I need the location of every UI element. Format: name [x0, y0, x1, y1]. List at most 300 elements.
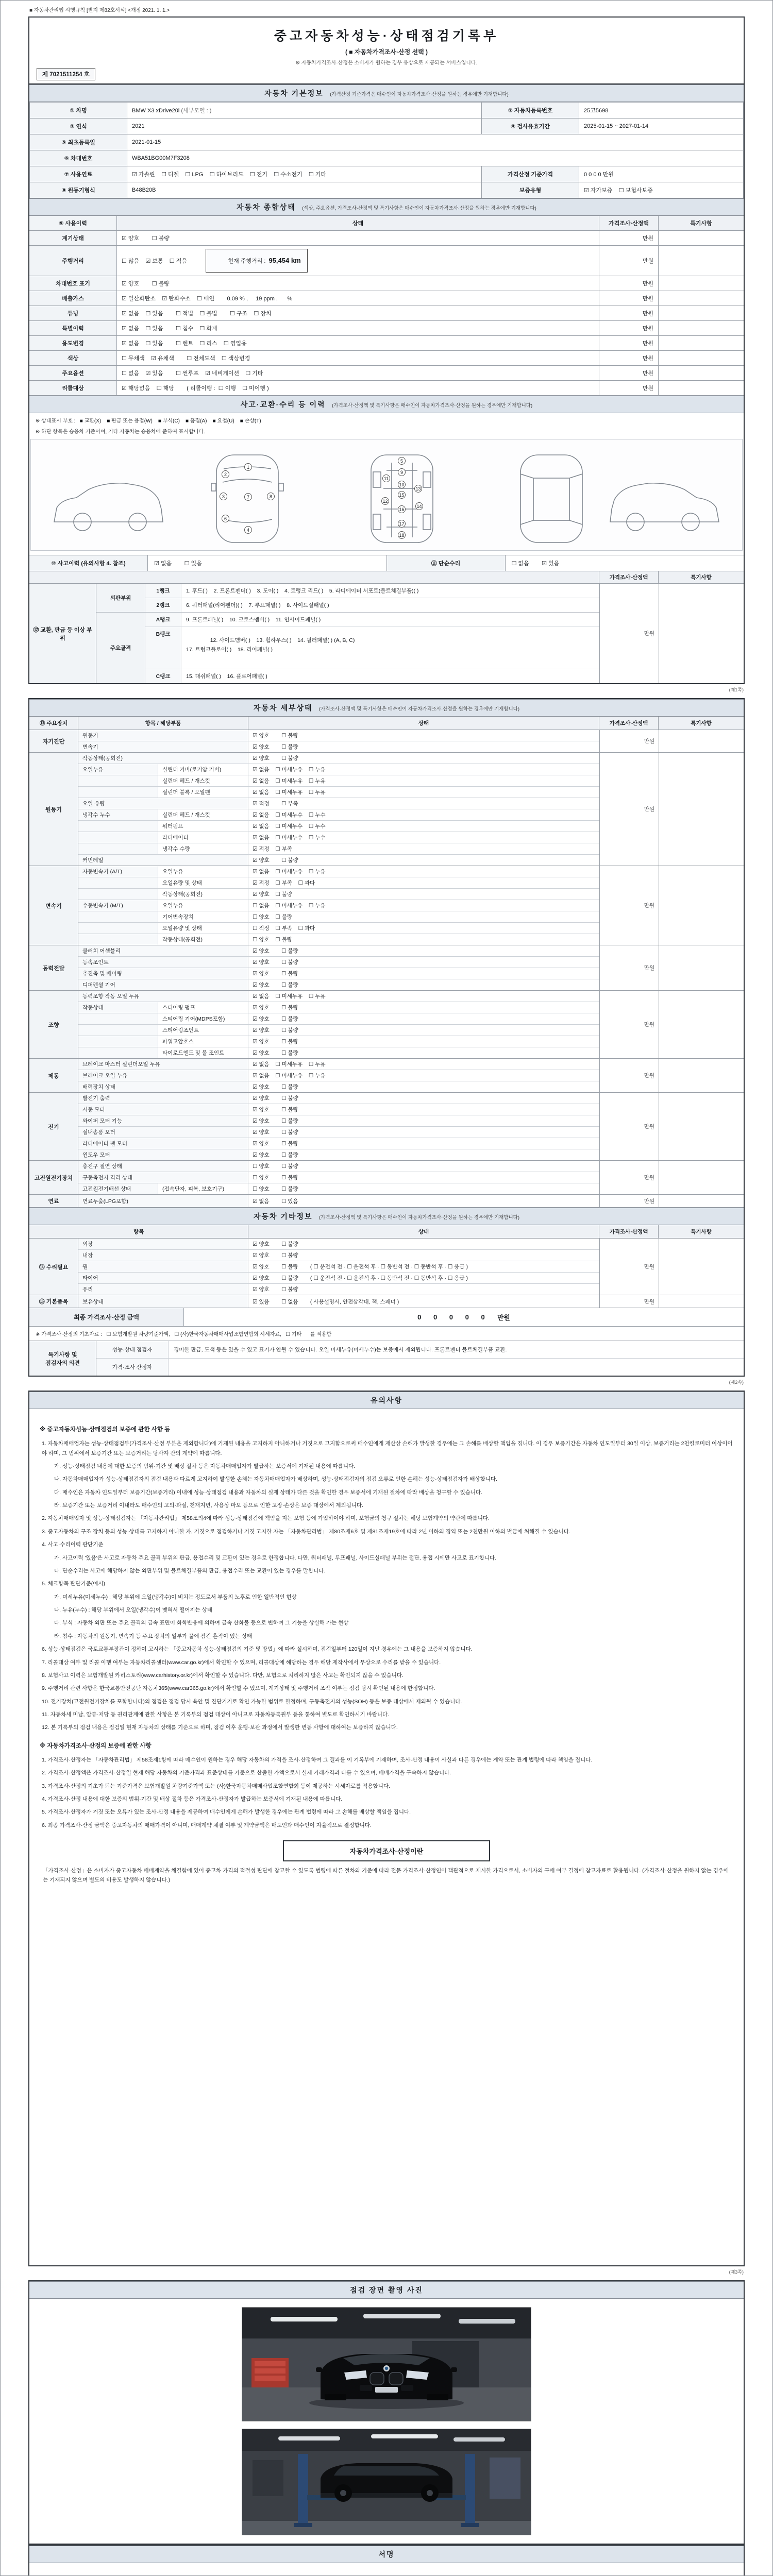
vin-label: ⑥ 차대번호: [30, 150, 127, 166]
remarks-column: 특기사항: [691, 574, 712, 581]
detail-item-label: [78, 1036, 158, 1047]
detail-row: [78, 843, 599, 855]
detail-subitem-label: 파워고압호스: [158, 1036, 248, 1047]
year-label: ③ 연식: [30, 118, 127, 134]
detail-item-label: 클러치 어셈블리: [78, 945, 248, 956]
group-rows: [78, 1161, 599, 1194]
detail-item-label: 연료누출(LPG포함): [78, 1195, 248, 1207]
notice-paragraph: 다. 부식 : 자동차 외판 또는 주요 골격의 금속 표면이 화학반응에 의하여 금속 산화물 등으로 변하여 그 기능을 상실해 가는 현상: [54, 1620, 349, 1626]
vehicle-diagram: [30, 439, 743, 551]
detail-state-checkboxes[interactable]: ☑ 양호 ☐ 불량: [253, 948, 298, 954]
current-mileage-box: 현재 주행거리 : 95,454 km: [206, 249, 308, 273]
remarks-column: 특기사항: [691, 1229, 712, 1235]
etc-item-label: 휠: [78, 1261, 248, 1272]
detail-state-checkboxes[interactable]: ☐ 양호 ☐ 불량: [253, 1186, 298, 1192]
detail-row: [78, 1172, 599, 1183]
detail-column-headers: [29, 717, 744, 730]
detail-item-label: 윈도우 모터: [78, 1149, 248, 1160]
notice-paragraph: 3. 중고자동차의 구조·장치 등의 성능·상태를 고지하지 아니한 자, 거짓으로 점검하거나 거짓 고지한 자는 「자동차관리법」 제80조제6호 및 제81조제19호에 따라 2년 이하의 징역 또는 2천만원 이하의 벌금에 처해질 수 있습니다.: [42, 1528, 570, 1535]
usage-item-label: 리콜대상: [29, 381, 117, 395]
note-cell[interactable]: [659, 321, 744, 335]
notice-paragraph: 가. 사고이력 '있음'은 사고로 자동차 주요 골격 부위의 판금, 용접수리 및 교환이 있는 경우로 한정합니다. 다만, 쿼터패널, 루프패널, 사이드실패널 부위는 절단, 용접 시에만 사고로 표기합니다.: [54, 1554, 497, 1561]
note-cell[interactable]: [659, 336, 744, 350]
etc-item-label: 내장: [78, 1250, 248, 1261]
fuel-label: ⑦ 사용연료: [30, 166, 127, 182]
state-column: 상태: [248, 1225, 599, 1238]
note-cell[interactable]: [659, 276, 744, 291]
base-price-value[interactable]: 0 0 0 0 만원: [579, 166, 744, 182]
usage-state-checkboxes[interactable]: ☑ 양호 ☐ 불량: [117, 276, 599, 291]
detail-state-checkboxes[interactable]: ☑ 양호 ☐ 불량: [253, 1039, 298, 1045]
accident-header: [29, 396, 744, 413]
amount-cell[interactable]: 만원: [599, 1161, 659, 1194]
group-label: 변속기: [29, 866, 78, 945]
rank2-parts[interactable]: 6. 쿼터패널(리어펜더)( ) 7. 루프패널( ) 8. 사이드실패널( ): [186, 602, 329, 608]
inspection-photo-front-view: [242, 2307, 531, 2421]
usage-state-checkboxes[interactable]: ☑ 일산화탄소 ☑ 탄화수소 ☐ 매연 0.09 % , 19 ppm , %: [117, 291, 599, 306]
detail-item-label: [78, 923, 158, 934]
detail-row: [78, 787, 599, 798]
note-cell[interactable]: [659, 1295, 744, 1308]
detail-state-checkboxes[interactable]: ☑ 없음 ☐ 미세누유 ☐ 누유: [253, 993, 326, 999]
etc-row: [78, 1273, 599, 1284]
mileage-state[interactable]: [117, 246, 599, 276]
detail-subitem-label: 실린더 커버(로커암 커버): [158, 764, 248, 775]
detail-item-label: 자동변속기 (A/T): [78, 866, 158, 877]
rankC-row: [145, 669, 599, 683]
notice-paragraph: 2. 가격조사·산정액은 가격조사·산정일 현재 해당 자동차의 기준가격과 표준상태를 기준으로 산출한 가액으로서 실제 거래가격과 다를 수 있으며, 매매가격을 구속하지 않습니다.: [42, 1770, 451, 1776]
group-label: 동력전달: [29, 945, 78, 990]
detail-state-checkboxes[interactable]: ☐ 양호 ☐ 불량: [253, 1175, 298, 1181]
detail-item-label: 브레이크 오일 누유: [78, 1070, 248, 1081]
detail-state-checkboxes[interactable]: ☐ 적정 ☐ 부족 ☐ 과다: [253, 925, 315, 931]
detail-item-label: 와이퍼 모터 기능: [78, 1115, 248, 1126]
detail-state-checkboxes[interactable]: ☑ 양호 ☐ 불량: [253, 971, 298, 977]
diagram-part-number: 14: [415, 502, 423, 510]
detail-row: [78, 923, 599, 934]
final-price-value[interactable]: 0 0 0 0 0 만원: [417, 1313, 510, 1321]
detail-item-label: 작동상태: [78, 1002, 158, 1013]
group-rows: [78, 866, 599, 945]
amount-cell[interactable]: 만원: [599, 246, 659, 276]
detail-row: [78, 991, 599, 1002]
detail-item-label: 배력장치 상태: [78, 1081, 248, 1092]
usage-state-checkboxes[interactable]: ☐ 무채색 ☑ 유채색 ☐ 전체도색 ☐ 색상변경: [117, 351, 599, 365]
amount-cell[interactable]: 만원: [599, 381, 659, 395]
simple-repair-checkboxes[interactable]: ☐ 없음 ☑ 있음: [511, 561, 560, 567]
form-reference: ■ 자동차관리법 시행규칙 [별지 제82호서식] <개정 2021. 1. 1.>: [29, 8, 170, 13]
detail-state-checkboxes[interactable]: ☐ 양호 ☐ 불량: [253, 937, 292, 943]
detail-header: [29, 699, 744, 717]
rankA-parts[interactable]: 9. 프론트패널( ) 10. 크로스멤버( ) 11. 인사이드패널( ): [186, 617, 321, 623]
detail-state-checkboxes[interactable]: ☑ 양호 ☐ 불량: [253, 755, 298, 761]
detail-item-label: 커먼레일: [78, 855, 248, 866]
state-column: 상태: [117, 216, 599, 230]
note-cell[interactable]: [659, 1161, 744, 1194]
detail-row: [78, 730, 599, 741]
amount-cell[interactable]: 만원: [599, 351, 659, 365]
notice-paragraph: 가. 성능·상태점검 내용에 대한 보증의 범위·기간 및 배상 절차 등은 자동차매매업자가 발급하는 보증서에 기재된 내용에 따릅니다.: [54, 1463, 356, 1469]
detail-state-checkboxes[interactable]: ☑ 적정 ☐ 부족: [253, 801, 298, 807]
detail-row: [78, 832, 599, 843]
detail-state-checkboxes[interactable]: ☑ 없음 ☐ 미세누유 ☐ 누유: [253, 1061, 326, 1067]
detail-item-label: 오일누유: [78, 764, 158, 775]
usage-state-checkboxes[interactable]: ☑ 없음 ☐ 있음 ☐ 적법 ☐ 불법 ☐ 구조 ☐ 장치: [117, 306, 599, 320]
exchanged-parts-label: ⑫ 교환, 판금 등 이상 부위: [29, 584, 96, 683]
detail-item-label: [78, 1013, 158, 1024]
detail-state-checkboxes[interactable]: ☑ 없음 ☐ 미세누유 ☐ 누유: [253, 778, 326, 784]
detail-item-label: 등속조인트: [78, 957, 248, 968]
detail-row: [78, 855, 599, 866]
detail-state-checkboxes[interactable]: ☑ 양호 ☐ 불량: [253, 1016, 298, 1022]
final-price-label: 최종 가격조사·산정 금액: [29, 1308, 184, 1326]
detail-subitem-label: (접속단자, 피복, 보호기구): [158, 1183, 248, 1194]
detail-state-checkboxes[interactable]: ☑ 적정 ☐ 부족: [253, 846, 292, 852]
detail-state-checkboxes[interactable]: ☑ 양호 ☐ 불량: [253, 1095, 298, 1101]
usage-state-checkboxes[interactable]: ☑ 없음 ☐ 있음 ☐ 렌트 ☐ 리스 ☐ 영업용: [117, 336, 599, 350]
detail-state-checkboxes[interactable]: ☑ 양호 ☐ 불량: [253, 733, 298, 739]
detail-item-label: 원동기: [78, 730, 248, 741]
detail-row: [78, 911, 599, 923]
note-cell[interactable]: [659, 246, 744, 276]
note-cell[interactable]: [659, 366, 744, 380]
vehicle-outline-drawing: [31, 439, 742, 550]
amount-cell[interactable]: 만원: [599, 1195, 659, 1207]
note-cell[interactable]: [659, 1059, 744, 1092]
detail-item-label: 수동변속기 (M/T): [78, 900, 158, 911]
usage-history-rows: [29, 231, 744, 246]
detail-row: [78, 900, 599, 911]
note-cell[interactable]: [659, 1093, 744, 1160]
signature-section: [28, 2545, 745, 2576]
detail-state-checkboxes[interactable]: ☑ 없음 ☐ 미세누수 ☐ 누수: [253, 812, 326, 818]
detail-row: [78, 1081, 599, 1092]
amount-cell[interactable]: 만원: [599, 336, 659, 350]
note-cell[interactable]: [659, 584, 744, 683]
detail-row: [78, 1002, 599, 1013]
detail-state-checkboxes[interactable]: ☑ 양호 ☐ 불량: [253, 959, 298, 965]
table-row: [30, 182, 744, 198]
amount-cell[interactable]: 만원: [599, 291, 659, 306]
amount-cell[interactable]: 만원: [599, 991, 659, 1058]
car-name-label: ① 차명: [30, 103, 127, 118]
notice-paragraph: 4. 가격조사·산정 내용에 대한 보증의 범위·기간 및 배상 절차 등은 가격조사·산정자가 발급하는 보증서에 기재된 내용에 따릅니다.: [42, 1796, 343, 1802]
usage-state-checkboxes[interactable]: ☑ 없음 ☐ 있음 ☐ 침수 ☐ 화재: [117, 321, 599, 335]
state-column: 상태: [248, 717, 599, 730]
note-cell[interactable]: [659, 306, 744, 320]
amount-cell[interactable]: 만원: [599, 276, 659, 291]
notice-paragraph: 8. 보험사고 이력은 보험개발원 카히스토리(www.carhistory.or.kr)에서 확인할 수 있습니다. 다만, 보험으로 처리하지 않은 사고는 확인되지 않을 수 있습니다.: [42, 1672, 404, 1679]
notice-paragraph: 6. 최종 가격조사·산정 금액은 중고자동차의 매매가격이 아니며, 매매계약 체결 여부 및 계약금액은 매도인과 매수인이 자율적으로 결정합니다.: [42, 1822, 372, 1828]
usage-item-label: 차대번호 표기: [29, 276, 117, 291]
diagram-part-number: 6: [222, 515, 229, 522]
detail-item-label: 작동상태(공회전): [78, 753, 248, 764]
detail-state-checkboxes[interactable]: ☑ 양호 ☐ 불량: [253, 744, 298, 750]
detail-row: [78, 968, 599, 979]
note-cell[interactable]: [659, 291, 744, 306]
detail-item-label: 디퍼렌셜 기어: [78, 979, 248, 990]
detail-state-checkboxes[interactable]: ☐ 없음 ☐ 미세누유 ☐ 누유: [253, 903, 326, 909]
rankB-parts[interactable]: 12. 사이드멤버( ) 13. 휠하우스( ) 14. 필러패널( ) (A, B, C) 17. 트렁크플로어( ) 18. 리어패널( ): [186, 637, 355, 653]
detail-group-high-voltage: [29, 1161, 744, 1195]
detail-state-checkboxes[interactable]: ☑ 양호 ☐ 불량: [253, 1027, 298, 1033]
detail-state-checkboxes[interactable]: ☑ 없음 ☐ 미세누유 ☐ 누유: [253, 767, 326, 773]
detail-item-label: [78, 787, 158, 798]
detail-item-label: [78, 1025, 158, 1036]
detail-row: [78, 775, 599, 787]
amount-cell[interactable]: 만원: [599, 753, 659, 866]
note-cell[interactable]: [659, 1239, 744, 1295]
detail-item-label: [78, 889, 158, 900]
notice-paragraph: 라. 침수 : 자동차의 원동기, 변속기 등 주요 장치의 일부가 물에 잠긴 흔적이 있는 상태: [54, 1633, 253, 1639]
detail-row: [78, 1115, 599, 1127]
first-reg-label: ⑤ 최초등록일: [30, 134, 127, 150]
rank2-row: [145, 598, 599, 612]
car-name-value: BMW X3 xDrive20i (세부모델 : ): [127, 103, 482, 118]
detail-state-checkboxes[interactable]: ☑ 양호 ☐ 불량: [253, 982, 298, 988]
usage-state-checkboxes[interactable]: ☐ 없음 ☑ 있음 ☐ 썬루프 ☑ 네비게이션 ☐ 기타: [117, 366, 599, 380]
amount-cell[interactable]: 만원: [599, 321, 659, 335]
etc-state-checkboxes[interactable]: ☑ 양호 ☐ 불량: [253, 1252, 298, 1259]
detail-state-checkboxes[interactable]: ☑ 양호 ☐ 불량: [253, 1118, 298, 1124]
rankA-row: [145, 613, 599, 627]
detail-state-checkboxes[interactable]: ☑ 양호 ☐ 불량: [253, 1129, 298, 1136]
engine-label: ⑧ 원동기형식: [30, 182, 127, 198]
detail-row: [78, 753, 599, 764]
amount-cell[interactable]: 만원: [599, 866, 659, 945]
group-label: ⑭ 수리필요: [29, 1239, 78, 1295]
detail-row: [78, 1025, 599, 1036]
accident-history-checkboxes[interactable]: ☑ 없음 ☐ 있음: [148, 555, 387, 571]
amount-cell[interactable]: 만원: [599, 1093, 659, 1160]
warranty-label: 보증유형: [482, 182, 579, 198]
amount-column: 가격조사·산정액: [599, 216, 659, 230]
notice-paragraph: ※ 중고자동차성능·상태점검의 보증에 관한 사항 등: [40, 1427, 171, 1433]
note-cell[interactable]: [659, 1195, 744, 1207]
etc-group-basic-items: [29, 1295, 744, 1308]
rankA-label: A랭크: [145, 613, 181, 626]
detail-state-checkboxes[interactable]: ☑ 없음 ☐ 미세누유 ☐ 누유: [253, 1073, 326, 1079]
detail-subitem-label: 오일유량 및 상태: [158, 877, 248, 888]
detail-state-checkboxes[interactable]: ☑ 양호 ☐ 불량: [253, 891, 292, 897]
document-title: 중고자동차성능·상태점검기록부: [274, 29, 499, 43]
group-rows: [78, 1059, 599, 1092]
note-cell[interactable]: [659, 945, 744, 990]
state-symbol-legend: ※ 상태표시 부호 : ■ 교환(X) ■ 판금 또는 용접(W) ■ 부식(C) ■ 흠집(A) ■ 요철(U) ■ 손상(T): [36, 418, 261, 424]
rank1-parts[interactable]: 1. 후드( ) 2. 프론트펜더( ) 3. 도어( ) 4. 트렁크 리드( ) 5. 라디에이터 서포트(볼트체결부품)( ): [186, 588, 419, 594]
notice-paragraph: 가. 미세누유(미세누수) : 해당 부위에 오일(냉각수)이 비치는 정도로서 부품의 노후로 인한 일반적인 현상: [54, 1594, 297, 1600]
overall-column-headers: [29, 216, 744, 231]
note-cell[interactable]: [659, 866, 744, 945]
detail-state-checkboxes[interactable]: ☑ 양호 ☐ 불량: [253, 1084, 298, 1090]
photos-title: 점검 장면 촬영 사진: [350, 2286, 423, 2294]
detail-item-label: 충전구 절연 상태: [78, 1161, 248, 1172]
detail-row: [78, 809, 599, 821]
detail-item-label: [78, 1047, 158, 1058]
etc-state-checkboxes[interactable]: ☑ 양호 ☐ 불량: [253, 1286, 298, 1293]
detail-state-checkboxes[interactable]: ☑ 없음 ☐ 미세누수 ☐ 누수: [253, 823, 326, 829]
basic-info-header: [29, 84, 744, 102]
appraiser-opinion-text[interactable]: [169, 1359, 744, 1376]
amount-cell[interactable]: 만원: [599, 231, 659, 245]
detail-state-checkboxes[interactable]: ☑ 없음 ☐ 미세누유 ☐ 누유: [253, 869, 326, 875]
etc-note: (가격조사·산정액 및 특기사항은 매수인이 자동차가격조사·산정을 원하는 경우에만 기재합니다): [318, 1215, 520, 1221]
detail-item-label: 추진축 및 베어링: [78, 968, 248, 979]
usage-history-row: [29, 381, 744, 396]
notice-items: [40, 1425, 733, 1830]
usage-state-checkboxes[interactable]: ☑ 해당없음 ☐ 해당 ( 리콜이행 : ☐ 이행 ☐ 미이행 ): [117, 381, 599, 395]
etc-row: [78, 1250, 599, 1261]
etc-row: [78, 1239, 599, 1250]
note-cell[interactable]: [659, 730, 744, 752]
fuel-checkboxes[interactable]: ☑ 가솔린 ☐ 디젤 ☐ LPG ☐ 하이브리드 ☐ 전기 ☐ 수소전기 ☐ 기타: [127, 166, 482, 182]
usage-item-label: 배출가스: [29, 291, 117, 306]
detail-state-checkboxes[interactable]: ☑ 양호 ☐ 불량: [253, 1050, 298, 1056]
inspector-opinion-text[interactable]: 경미한 판금, 도색 등은 있을 수 있고 표기가 안될 수 있습니다. 오일 미세누유(미세누수)는 보증에서 제외됩니다. 프론트펜더 볼트체결부품 교환.: [174, 1347, 507, 1353]
note-cell[interactable]: [659, 231, 744, 245]
detail-state-checkboxes[interactable]: ☑ 양호 ☐ 불량: [253, 1005, 298, 1011]
inspection-photo-on-lift: [242, 2429, 531, 2535]
amount-column: 가격조사·산정액: [599, 1225, 659, 1238]
base-price-label: 가격산정 기준가격: [482, 166, 579, 182]
note-cell[interactable]: [659, 351, 744, 365]
group-label: 자기진단: [29, 730, 78, 752]
usage-history-row: [29, 336, 744, 351]
diagram-part-number: 12: [381, 497, 389, 505]
group-rows: [78, 1093, 599, 1160]
detail-item-label: [78, 911, 158, 922]
detail-row: [78, 798, 599, 809]
detail-state-checkboxes[interactable]: ☐ 양호 ☐ 불량: [253, 1163, 298, 1170]
amount-cell[interactable]: 만원: [599, 366, 659, 380]
usage-history-row: [29, 366, 744, 381]
detail-state-checkboxes[interactable]: ☑ 없음 ☐ 있음: [253, 1198, 298, 1205]
rankC-parts[interactable]: 15. 대쉬패널( ) 16. 플로어패널( ): [186, 673, 267, 680]
rank1-label: 1랭크: [145, 584, 181, 598]
notice-paragraph: 라. 보증기간 또는 보증거리 이내라도 매수인의 고의·과실, 천재지변, 사용상 마모 등으로 인한 고장·손상은 보증 대상에서 제외됩니다.: [54, 1502, 363, 1509]
usage-state-checkboxes[interactable]: ☑ 양호 ☐ 불량: [117, 231, 599, 245]
amount-cell[interactable]: 만원: [599, 1059, 659, 1092]
usage-history-rows: [29, 276, 744, 396]
detail-subitem-label: 워터펌프: [158, 821, 248, 832]
detail-row: [78, 934, 599, 945]
etc-column-headers: [29, 1225, 744, 1239]
detail-item-label: [78, 821, 158, 832]
detail-section: [28, 698, 745, 1377]
detail-subitem-label: 타이로드엔드 및 볼 조인트: [158, 1047, 248, 1058]
page-mark: (제3쪽): [729, 2269, 744, 2275]
etc-state-checkboxes[interactable]: ☑ 양호 ☐ 불량 ( ☐ 운전석 전 · ☐ 운전석 후 · ☐ 동반석 전 · ☐ 동반석 후 · ☐ 응급 ): [253, 1275, 468, 1281]
main-form-section: [28, 16, 745, 684]
warranty-checkboxes[interactable]: ☑ 자가보증 ☐ 보험사보증: [579, 182, 744, 198]
notice-paragraph: 1. 자동차매매업자는 성능·상태점검부(가격조사·산정 부분은 제외합니다)에 기재된 내용을 고지하지 아니하거나 거짓으로 고지함으로써 매수인에게 재산상 손해가 발생한 경우에는 그 손해를 배상할 책임을 집니다. 이 경우 보증기간은 자동차 인도일부터 30일 이상, 보증거리는 2천킬로미터 이상이어야 하며, 그 범위에서 보증기간 또는 보증거리는 당사자 간의 계약에 따릅니다.: [42, 1440, 733, 1456]
detail-item-label: 냉각수 누수: [78, 809, 158, 820]
note-cell[interactable]: [659, 753, 744, 866]
note-cell[interactable]: [659, 381, 744, 395]
diagram-part-number: 9: [398, 468, 406, 476]
detail-row: [78, 1070, 599, 1081]
detail-subitem-label: 스티어링 펌프: [158, 1002, 248, 1013]
basic-info-note: (가격산정 기준가격은 매수인이 자동차가격조사·산정을 원하는 경우에만 기재합니다): [330, 92, 509, 97]
table-row: [30, 150, 744, 166]
detail-state-checkboxes[interactable]: ☐ 양호 ☐ 불량: [253, 914, 292, 920]
year-value: 2021: [127, 118, 482, 134]
detail-row: [78, 889, 599, 900]
price-appraisal-definition-text: 「가격조사·산정」은 소비자가 중고자동차 매매계약을 체결함에 있어 중고차 가격의 적절성 판단에 참고할 수 있도록 법령에 따른 절차와 기준에 따라 전문 가격조사·산정인이 객관적으로 제시한 가격으로서, 소비자의 구매 여부 결정에 참고자료로 활용됩니다. (가격조사·산정을 원하지 않는 경우에는 기재되지 않으며 별도의 비용도 발생하지 않습니다.): [43, 1868, 729, 1883]
first-reg-value: 2021-01-15: [127, 134, 744, 150]
main-frame-label: 주요골격: [96, 613, 145, 683]
detail-state-checkboxes[interactable]: ☑ 양호 ☐ 불량: [253, 1141, 298, 1147]
detail-row: [78, 1036, 599, 1047]
mileage-checkboxes[interactable]: ☐ 많음 ☑ 보통 ☐ 적음: [122, 258, 187, 264]
detail-item-label: 구동축전지 격리 상태: [78, 1172, 248, 1183]
detail-row: [78, 1183, 599, 1194]
amount-cell[interactable]: 만원: [599, 730, 659, 752]
diagram-part-number: 10: [398, 481, 406, 488]
notice-paragraph: 1. 가격조사·산정자는 「자동차관리법」 제58조제1항에 따라 매수인이 원하는 경우 해당 자동차의 가격을 조사·산정하여 그 결과를 이 기록부에 기재하며, 조사·산정 내용이 사실과 다른 경우에는 계약 또는 관계 법령에 따라 책임을 집니다.: [42, 1756, 593, 1763]
detail-item-label: 발전기 출력: [78, 1093, 248, 1104]
etc-state-checkboxes[interactable]: ☑ 양호 ☐ 불량: [253, 1241, 298, 1247]
notice-paragraph: 나. 단순수리는 사고에 해당하지 않는 외판부위 및 볼트체결부품의 판금, 용접수리 또는 교환이 있는 경우를 말합니다.: [54, 1567, 326, 1574]
detail-state-checkboxes[interactable]: ☑ 없음 ☐ 미세누수 ☐ 누수: [253, 835, 326, 841]
etc-item-label: 보유상태: [78, 1295, 248, 1308]
signature-header: [29, 2546, 744, 2563]
etc-state-checkboxes[interactable]: ☑ 양호 ☐ 불량 ( ☐ 운전석 전 · ☐ 운전석 후 · ☐ 동반석 전 · ☐ 동반석 후 · ☐ 응급 ): [253, 1264, 468, 1270]
table-row: [30, 103, 744, 118]
detail-state-checkboxes[interactable]: ☑ 양호 ☐ 불량: [253, 1152, 298, 1158]
accident-title: 사고·교환·수리 등 이력: [240, 400, 326, 409]
diagram-part-number: 7: [244, 493, 252, 501]
detail-item-label: [78, 877, 158, 888]
detail-row: [78, 957, 599, 968]
etc-row: [78, 1284, 599, 1295]
usage-item-label: 계기상태: [29, 231, 117, 245]
opinion-group-label: 특기사항 및 점검자의 의견: [29, 1341, 96, 1376]
etc-title: 자동차 기타정보: [253, 1212, 313, 1221]
notice-section: [28, 1391, 745, 2266]
amount-cell[interactable]: 만원: [599, 945, 659, 990]
diagram-part-number: 13: [414, 485, 422, 493]
opinion-row-appraiser: [96, 1359, 744, 1376]
detail-row: [78, 1104, 599, 1115]
note-cell[interactable]: [659, 991, 744, 1058]
overall-note: (색상, 주요옵션, 가격조사·산정액 및 특기사항은 매수인이 자동차가격조사·산정을 원하는 경우에만 기재합니다): [302, 206, 536, 211]
detail-state-checkboxes[interactable]: ☑ 없음 ☐ 미세누유 ☐ 누유: [253, 789, 326, 795]
amount-cell[interactable]: 만원: [599, 1295, 659, 1308]
etc-header: [29, 1208, 744, 1225]
etc-state-checkboxes[interactable]: ☑ 있음 ☐ 없음 ( 사용설명서, 안전삼각대, 잭, 스패너 ): [253, 1298, 399, 1305]
detail-row: [78, 945, 599, 957]
diagram-part-number: 18: [398, 531, 406, 539]
amount-cell[interactable]: 만원: [599, 584, 659, 683]
detail-subitem-label: 실린더 블록 / 오일팬: [158, 787, 248, 798]
document-number: 제 7021511254 호: [37, 68, 95, 80]
detail-state-checkboxes[interactable]: ☑ 적정 ☐ 부족 ☐ 과다: [253, 880, 315, 886]
amount-cell[interactable]: 만원: [599, 1239, 659, 1295]
detail-row: [78, 866, 599, 877]
inspector-role-label: 성능·상태 점검자: [96, 1341, 169, 1358]
final-price-row: [29, 1308, 744, 1327]
price-basis-checkboxes[interactable]: ※ 가격조사·산정의 기초자료 : ☐ 보험개발원 차량기준가액, ☐ (사)한국자동차매매사업조합연합회 시세자료, ☐ 기타 를 적용함: [29, 1327, 744, 1341]
detail-state-checkboxes[interactable]: ☑ 양호 ☐ 불량: [253, 857, 298, 863]
detail-state-checkboxes[interactable]: ☑ 양호 ☐ 불량: [253, 1107, 298, 1113]
remarks-column: 특기사항: [659, 216, 744, 230]
accident-note: (가격조사·산정액 및 특기사항은 매수인이 자동차가격조사·산정을 원하는 경우에만 기재합니다): [332, 403, 533, 409]
item-column: 항목: [29, 1225, 248, 1238]
simple-repair-label: ⑪ 단순수리: [387, 555, 506, 571]
amount-cell[interactable]: 만원: [599, 306, 659, 320]
table-row: [30, 118, 744, 134]
